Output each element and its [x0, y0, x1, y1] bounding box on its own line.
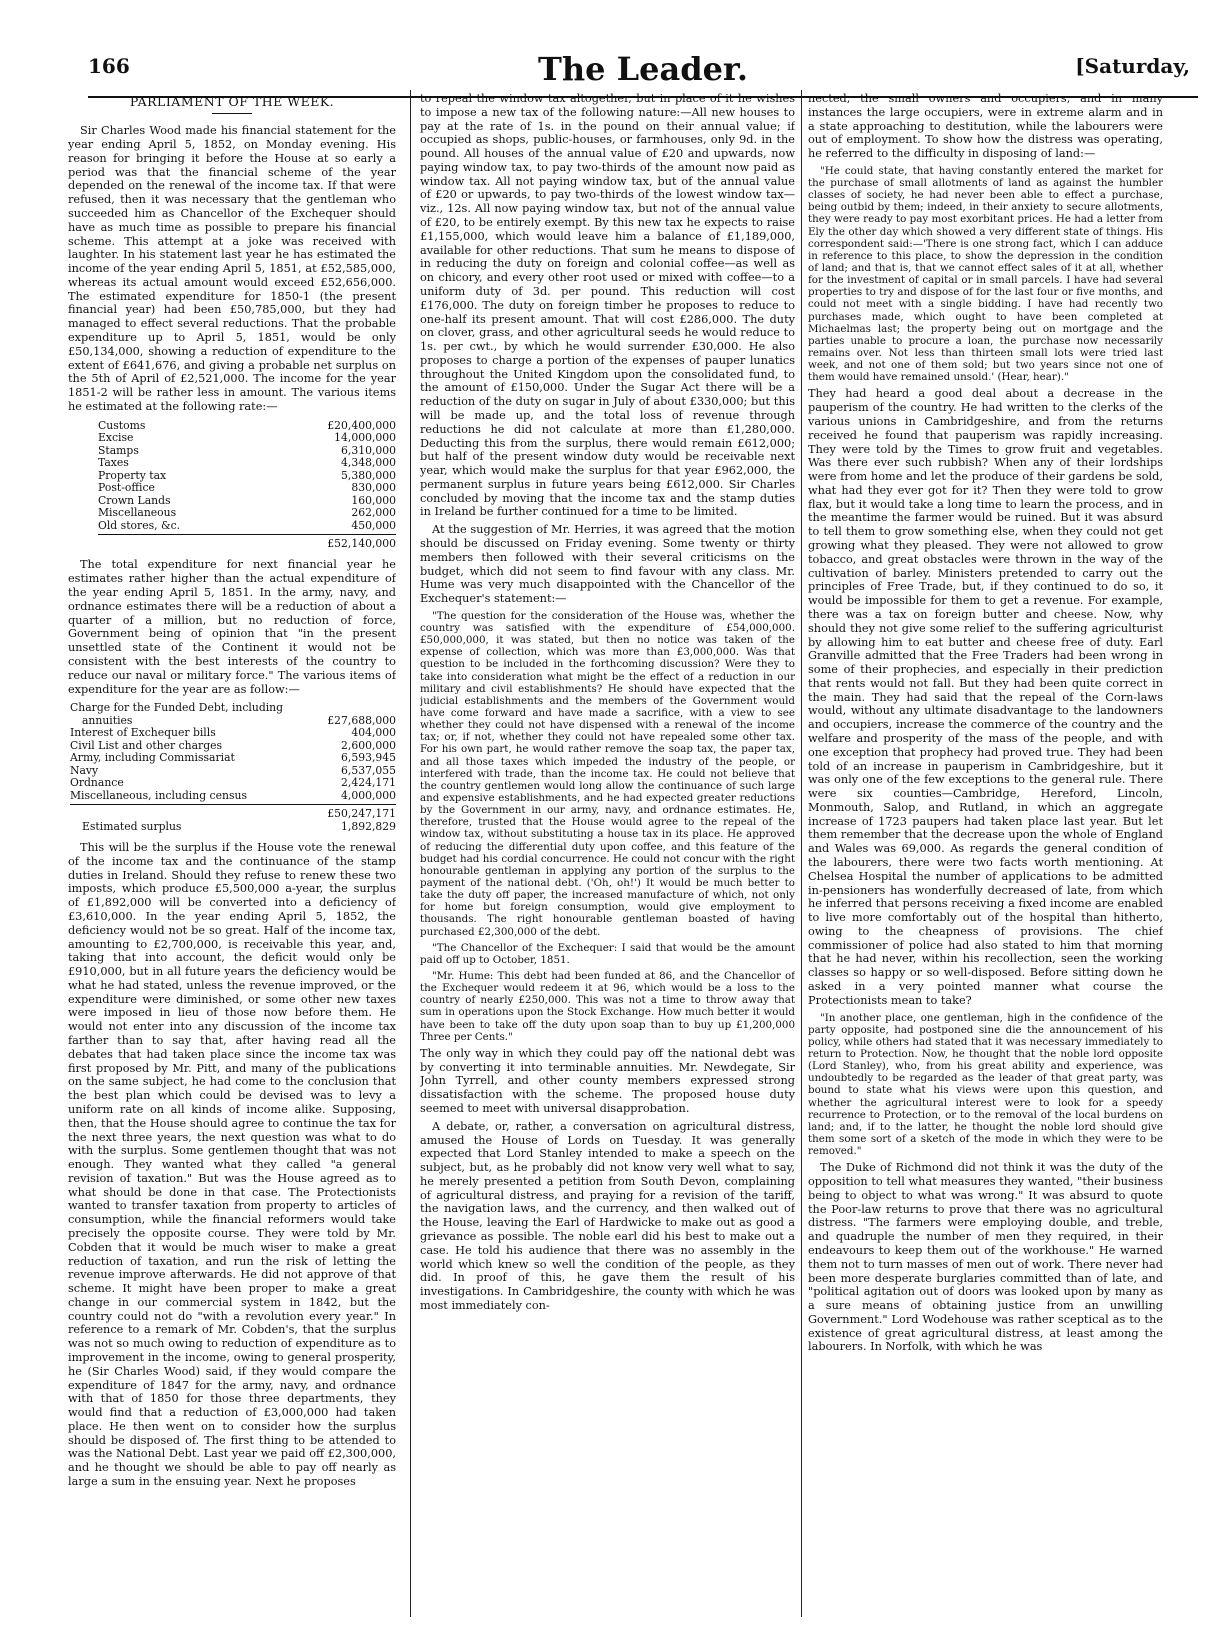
row-value: 2,424,171 — [341, 776, 396, 790]
table-total: £50,247,171 — [70, 804, 396, 820]
row-label: Crown Lands — [98, 493, 171, 507]
row-label: Post-office — [98, 481, 155, 495]
row-value: 14,000,000 — [334, 431, 396, 445]
row-label: Army, including Commissariat — [70, 751, 235, 765]
expenditure-table — [70, 702, 396, 833]
table-row — [98, 432, 396, 445]
row-label: Taxes — [98, 456, 129, 470]
row-label: Old stores, &c. — [98, 518, 181, 532]
quoted-speech — [808, 1012, 1163, 1158]
paragraph: to repeal the window tax altogether, but in place of it he wishes to impose a new tax of the following nature:—All new houses to pay at the rate of 1s. in the pound on their annual value; if occupied as shops, public-houses, or farmhouses, only 9d. in the pound. All houses of the annual value of £20 and upwards, now paying window tax, to pay two-thirds of the amount now paid as window tax. All not paying window tax, but of the annual value of £20 or upwards, to pay two-thirds of the lowest window tax—viz., 12s. All now paying window tax, but not of the annual value of £20, to be entirely exempt. By this new tax he expects to raise £1,155,000, which would leave him a balance of £1,189,000, available for other reductions. That sum he means to dispose of in reducing the duty on foreign and colonial coffee—as well as on chicory, and every other root used or mixed with coffee—to a uniform duty of 3d. per pound. This reduction will cost £176,000. The duty on foreign timber he proposes to reduce to one-half its present amount. That will cost £286,000. The duty on clover, grass, and other agricultural seeds he would reduce to 1s. per cwt., by which he would surrender £30,000. He also proposes to charge a portion of the expenses of pauper lunatics throughout the United Kingdom upon the consolidated fund, to the amount of £150,000. Under the Sugar Act there will be a reduction of the duty on sugar in July of about £330,000; but this will be made up, and the total loss of revenue through reductions he did not calculate at more than £1,280,000. Deducting this from the surplus, there would remain £612,000; but half of the present window duty would be receivable next year, which would make the surplus for that year £962,000, the permanent surplus in future years being £612,000. Sir Charles concluded by moving that the income tax and the stamp duties in Ireland be further continued for a time to be limited. — [420, 92, 795, 519]
row-value: 160,000 — [351, 493, 396, 507]
table-row — [98, 457, 396, 470]
paragraph: The Duke of Richmond did not think it was the duty of the opposition to tell what measures they wanted, "their business being to object to what was wrong." It was absurd to quote the Poor-law returns to prove that there was no agricultural distress. "The farmers were employing double, and treble, and quadruple the number of men they required, in their endeavours to keep them out of the workhouse." He warned them not to turn masses of men out of work. There never had been more desperate burglaries committed than of late, and "political agitation out of doors was looked upon by many as a sure means of obtaining justice from an unwilling Government." Lord Wodehouse was rather sceptical as to the existence of great agricultural distress, at least among the labourers. In Norfolk, with which he was — [808, 1161, 1163, 1354]
paragraph: "The Chancellor of the Exchequer: I said that would be the amount paid off up to October, 1851. — [420, 941, 795, 966]
row-value: 6,310,000 — [341, 443, 396, 457]
table-row — [98, 482, 396, 495]
masthead — [88, 48, 1198, 98]
surplus-label: Estimated surplus — [82, 819, 182, 833]
table-total: £52,140,000 — [98, 534, 396, 550]
paragraph: The only way in which they could pay off the national debt was by converting it into terminable annuities. Mr. Newdegate, Sir John Tyrrell, and other county members expressed strong dissatisfaction with the scheme. The proposed house duty seemed to meet with universal disapprobation. — [420, 1046, 795, 1115]
row-label: Charge for the Funded Debt, including — [70, 701, 284, 715]
paragraph: They had heard a good deal about a decrease in the pauperism of the country. He had written to the clerks of the various unions in Cambridgeshire, and from the returns received he found that pauperism was rapidly increasing. They were told by the Times to grow fruit and vegetables. Was there ever such rubbish? When any of their lordships were from home and let the produce of their gardens be sold, what had they ever got for it? Then they were told to grow flax, but it would take a long time to learn the process, and in the meantime the farmer would be ruined. But it was absurd to tell them to grow something else, when they could not get growing what they pleased. They were not allowed to grow tobacco, and great obstacles were thrown in the way of the cultivation of barley. Ministers pretended to carry out the principles of Free Trade, but, if they continued to do so, it would be impossible for them to get a revenue. For example, there was a tax on foreign butter and cheese. Now, why should they not give some relief to the suffering agriculturist by allowing him to eat butter and cheese free of duty. Earl Granville admitted that the Free Traders had been wrong in some of their prophecies, and especially in their prediction that rents would not fall. But they had been quite correct in the main. They had said that the repeal of the Corn-laws would, without any ultimate disadvantage to the landowners and occupiers, increase the commerce of the country and the welfare and prosperity of the mass of the people, and with one exception that prophecy had proved true. They had been told of an increase in pauperism in Cambridgeshire, but it was only one of the few exceptions to the general rule. There were six counties—Cambridge, Hereford, Lincoln, Monmouth, Salop, and Rutland, in which an aggregate increase of 1723 paupers had taken place last year. But let them remember that the decrease upon the whole of England and Wales was 69,000. As regards the general condition of the labourers, there were two facts worth mentioning. At Chelsea Hospital the number of applications to be admitted in-pensioners has wonderfully decreased of late, from which he inferred that persons receiving a fixed income are enabled to live more comfortably out of the hospital than hitherto, owing to the cheapness of provisions. The chief commissioner of police had also stated to him that morning that he had never, within his recollection, seen the working classes so happy or so well-disposed. Before sitting down he asked in a very pointed manner what course the Protectionists mean to take? — [808, 387, 1163, 1007]
column-2 — [420, 92, 795, 1617]
row-value: 404,000 — [351, 726, 396, 740]
row-label: Navy — [70, 763, 99, 777]
paragraph: The total expenditure for next financial year he estimates rather higher than the actual expenditure of the year ending April 5, 1851. In the army, navy, and ordnance estimates there will be a reduction of about a quarter of a million, but no reduction of force, Government being of opinion that "in the present unsettled state of the Continent it would not be consistent with the best interests of the country to reduce our naval or military force." The various items of expenditure for the year are as follow:— — [68, 558, 396, 696]
row-label: Property tax — [98, 468, 167, 482]
table-row — [70, 702, 396, 715]
row-label: Ordnance — [70, 776, 124, 790]
table-row — [98, 507, 396, 520]
row-value: 262,000 — [351, 506, 396, 520]
surplus-value: 1,892,829 — [341, 819, 396, 833]
page-number: 166 — [88, 54, 130, 78]
paragraph: At the suggestion of Mr. Herries, it was agreed that the motion should be discussed on Friday evening. Some twenty or thirty members then followed with their several criticisms on the budget, which did not seem to find favour with any class. Mr. Hume was very much disappointed with the Chancellor of the Exchequer's statement:— — [420, 523, 795, 606]
row-value: 4,000,000 — [341, 788, 396, 802]
table-row — [70, 752, 396, 765]
column-rule — [410, 90, 411, 1617]
table-row — [70, 790, 396, 803]
row-value: 450,000 — [351, 518, 396, 532]
paragraph: "In another place, one gentleman, high in the confidence of the party opposite, had postponed sine die the announcement of his policy, while others had stated that it was necessary immediately to return to Protection. Now, he thought that the noble lord opposite (Lord Stanley), who, from his great ability and experience, was undoubtedly to be regarded as the leader of that great party, was bound to state what his views were upon this question, and whether the agricultural interest were to look for a speedy recurrence to Protection, or to the removal of the local burdens on land; and, if to the latter, he thought the noble lord should give them some sort of a sketch of the mode in which they were to be removed." — [808, 1011, 1163, 1158]
row-value: 2,600,000 — [341, 738, 396, 752]
paragraph: nected, the small owners and occupiers, and in many instances the large occupiers, were in extreme alarm and in a state approaching to destitution, while the labourers were out of employment. To show how the distress was operating, he referred to the difficulty in disposing of land:— — [808, 92, 1163, 161]
paragraph: "He could state, that having constantly entered the market for the purchase of small allotments of land as against the humbler classes of society, he had never been able to effect a purchase, being outbid by them; indeed, in their anxiety to secure allotments, they were ready to pay most exorbitant prices. He had a letter from Ely the other day which showed a very different state of things. His correspondent said:—'There is one strong fact, which I can adduce in reference to this place, to show the depression in the condition of land; and that is, that we cannot effect sales of it at all, whether for the investment of capital or in small parcels. I have had several properties to try and dispose of for the last four or five months, and could not meet with a single bidding. I have had recently two purchases made, which ought to have been completed at Michaelmas last; the property being out on mortgage and the parties unable to procure a loan, the purchase now necessarily remains over. Not less than thirteen small lots were tried last week, and not one of them sold; but two years since not one of them would have remained unsold.' (Hear, hear)." — [808, 164, 1163, 384]
row-value: 6,593,945 — [341, 751, 396, 765]
row-value: 830,000 — [351, 481, 396, 495]
row-value: 5,380,000 — [341, 468, 396, 482]
paragraph: This will be the surplus if the House vote the renewal of the income tax and the continuance of the stamp duties in Ireland. Should they refuse to renew these two imposts, which produce £5,500,000 a-year, the surplus of £1,892,000 will be converted into a deficiency of £3,610,000. In the year ending April 5, 1852, the deficiency would not be so great. Half of the income tax, amounting to £2,700,000, is receivable this year, and, taking that into account, the deficit would only be £910,000, but in all future years the deficiency would be what he had stated, unless the revenue improved, or the expenditure were diminished, or some other new taxes were imposed in lieu of those now before them. He would not enter into any discussion of the income tax farther than to say that, after having read all the debates that had taken place since the income tax was first proposed by Mr. Pitt, and many of the publications on the same subject, he had come to the conclusion that the best plan which could be devised was to levy a uniform rate on all kinds of income alike. Supposing, then, that the House should agree to continue the tax for the next three years, the next question was what to do with the surplus. Some gentlemen thought that was not enough. They wanted what they called "a general revision of taxation." But was the House agreed as to what should be done in that case. The Protectionists wanted to transfer taxation from property to articles of consumption, while the financial reformers would take precisely the opposite course. They were told by Mr. Cobden that it would be much wiser to make a great reduction of taxation, and run the risk of letting the revenue improve afterwards. He did not approve of that scheme. It might have been proper to make a great change in our commercial system in 1842, but the country could not do "with a revolution every year." In reference to a remark of Mr. Cobden's, that the surplus was not so much owing to reduction of expenditure as to improvement in the income, owing to general prosperity, he (Sir Charles Wood) said, if they would compare the expenditure of 1847 for the army, navy, and ordnance with that of 1850 for those three departments, they would find that a reduction of £3,000,000 had taken place. He then went on to consider how the surplus should be disposed of. The first thing to be attended to was the National Debt. Last year we paid off £2,300,000, and he thought we should be able to pay off nearly as large a sum in the ensuing year. Next he proposes — [68, 841, 396, 1489]
row-label: Civil List and other charges — [70, 738, 223, 752]
paragraph: "The question for the consideration of the House was, whether the country was satisfied with the expenditure of £54,000,000. £50,000,000, it was stated, but then no notice was taken of the expense of collection, which was more than £3,000,000. Was that question to be included in the forthcoming discussion? Were they to take into consideration what might be the effect of a reduction in our military and civil establishments? He should have expected that the judicial establishments and the members of the Government would have come forward and have made a sacrifice, with a view to see whether they could not have dispensed with a renewal of the income tax; or, if not, whether they could not have repealed some other tax. For his own part, he would rather remove the soap tax, the paper tax, and all those taxes which impeded the industry of the people, or interfered with trade, than the income tax. He could not believe that the country gentlemen would long allow the continuance of such large and expensive establishments, and he had expected greater reductions by the Government in our army, navy, and ordnance estimates. He, therefore, trusted that the House would agree to the repeal of the window tax, without substituting a house tax in its place. He approved of reducing the differential duty upon coffee, and this feature of the budget had his cordial concurrence. He could not concur with the right honourable gentleman in applying any portion of the surplus to the payment of the national debt. ('Oh, oh!') It would be much better to take the duty off paper, the increased manufacture of which, not only for home but foreign consumption, would give employment to thousands. The right honourable gentleman boasted of having purchased £2,300,000 of the debt. — [420, 609, 795, 938]
row-label: Miscellaneous — [98, 506, 177, 520]
row-label: Miscellaneous, including census — [70, 788, 247, 802]
paragraph: "Mr. Hume: This debt had been funded at 86, and the Chancellor of the Exchequer would redeem it at 96, which would be a loss to the country of nearly £250,000. This was not a time to throw away that sum in operations upon the Stock Exchange. How much better it would have been to take off the duty upon soap than to buy up £1,200,000 Three per Cents." — [420, 969, 795, 1043]
row-value: 6,537,055 — [341, 763, 396, 777]
table-row — [70, 727, 396, 740]
paragraph: Sir Charles Wood made his financial statement for the year ending April 5, 1852, on Monday evening. His reason for bringing it before the House at so early a period was that the financial scheme of the year depended on the renewal of the income tax. If that were refused, then it was necessary that the gentleman who succeeded him as Chancellor of the Exchequer should have as much time as possible to prepare his financial scheme. This attempt at a joke was received with laughter. In his statement last year he has estimated the income of the year ending April 5, 1851, at £52,585,000, whereas its actual amount would exceed £52,656,000. The estimated expenditure for 1850-1 (the present financial year) had been £50,785,000, but they had managed to effect several reductions. That the probable expenditure up to April 5, 1851, would be only £50,134,000, showing a reduction of expenditure to the extent of £641,676, and giving a probable net surplus on the 5th of April of £2,521,000. The income for the year 1851-2 will be rather less in amount. The various items he estimated at the following rate:— — [68, 124, 396, 413]
table-row — [70, 821, 396, 834]
quoted-speech — [420, 610, 795, 1043]
section-heading: PARLIAMENT OF THE WEEK. — [68, 94, 396, 114]
row-label: Stamps — [98, 443, 139, 457]
row-value: 4,348,000 — [341, 456, 396, 470]
row-label: Excise — [98, 431, 134, 445]
row-label: Customs — [98, 418, 146, 432]
paragraph: A debate, or, rather, a conversation on agricultural distress, amused the House of Lords on Tuesday. It was generally expected that Lord Stanley intended to make a speech on the subject, but, as he probably did not know very well what to say, he merely presented a petition from South Devon, complaining of agricultural distress, and praying for a revision of the tariff, the navigation laws, and the currency, and then walked out of the House, leaving the Earl of Hardwicke to make out as good a grievance as possible. The noble earl did his best to make out a case. He told his audience that there was no assembly in the world which knew so well the condition of the people, as they did. In proof of this, he gave them the result of his investigations. In Cambridgeshire, the county with which he was most immediately con- — [420, 1119, 795, 1312]
quoted-speech — [808, 165, 1163, 384]
table-row — [98, 520, 396, 533]
row-value: £20,400,000 — [327, 418, 396, 432]
row-label: annuities — [82, 713, 133, 727]
issue-day: [Saturday, — [1075, 54, 1190, 78]
column-1 — [68, 92, 396, 1617]
row-value: £27,688,000 — [327, 713, 396, 727]
column-rule — [801, 90, 802, 1617]
table-row — [70, 777, 396, 790]
newspaper-title: The Leader. — [538, 50, 748, 88]
column-3 — [808, 92, 1163, 1617]
income-table — [98, 420, 396, 551]
row-label: Interest of Exchequer bills — [70, 726, 216, 740]
